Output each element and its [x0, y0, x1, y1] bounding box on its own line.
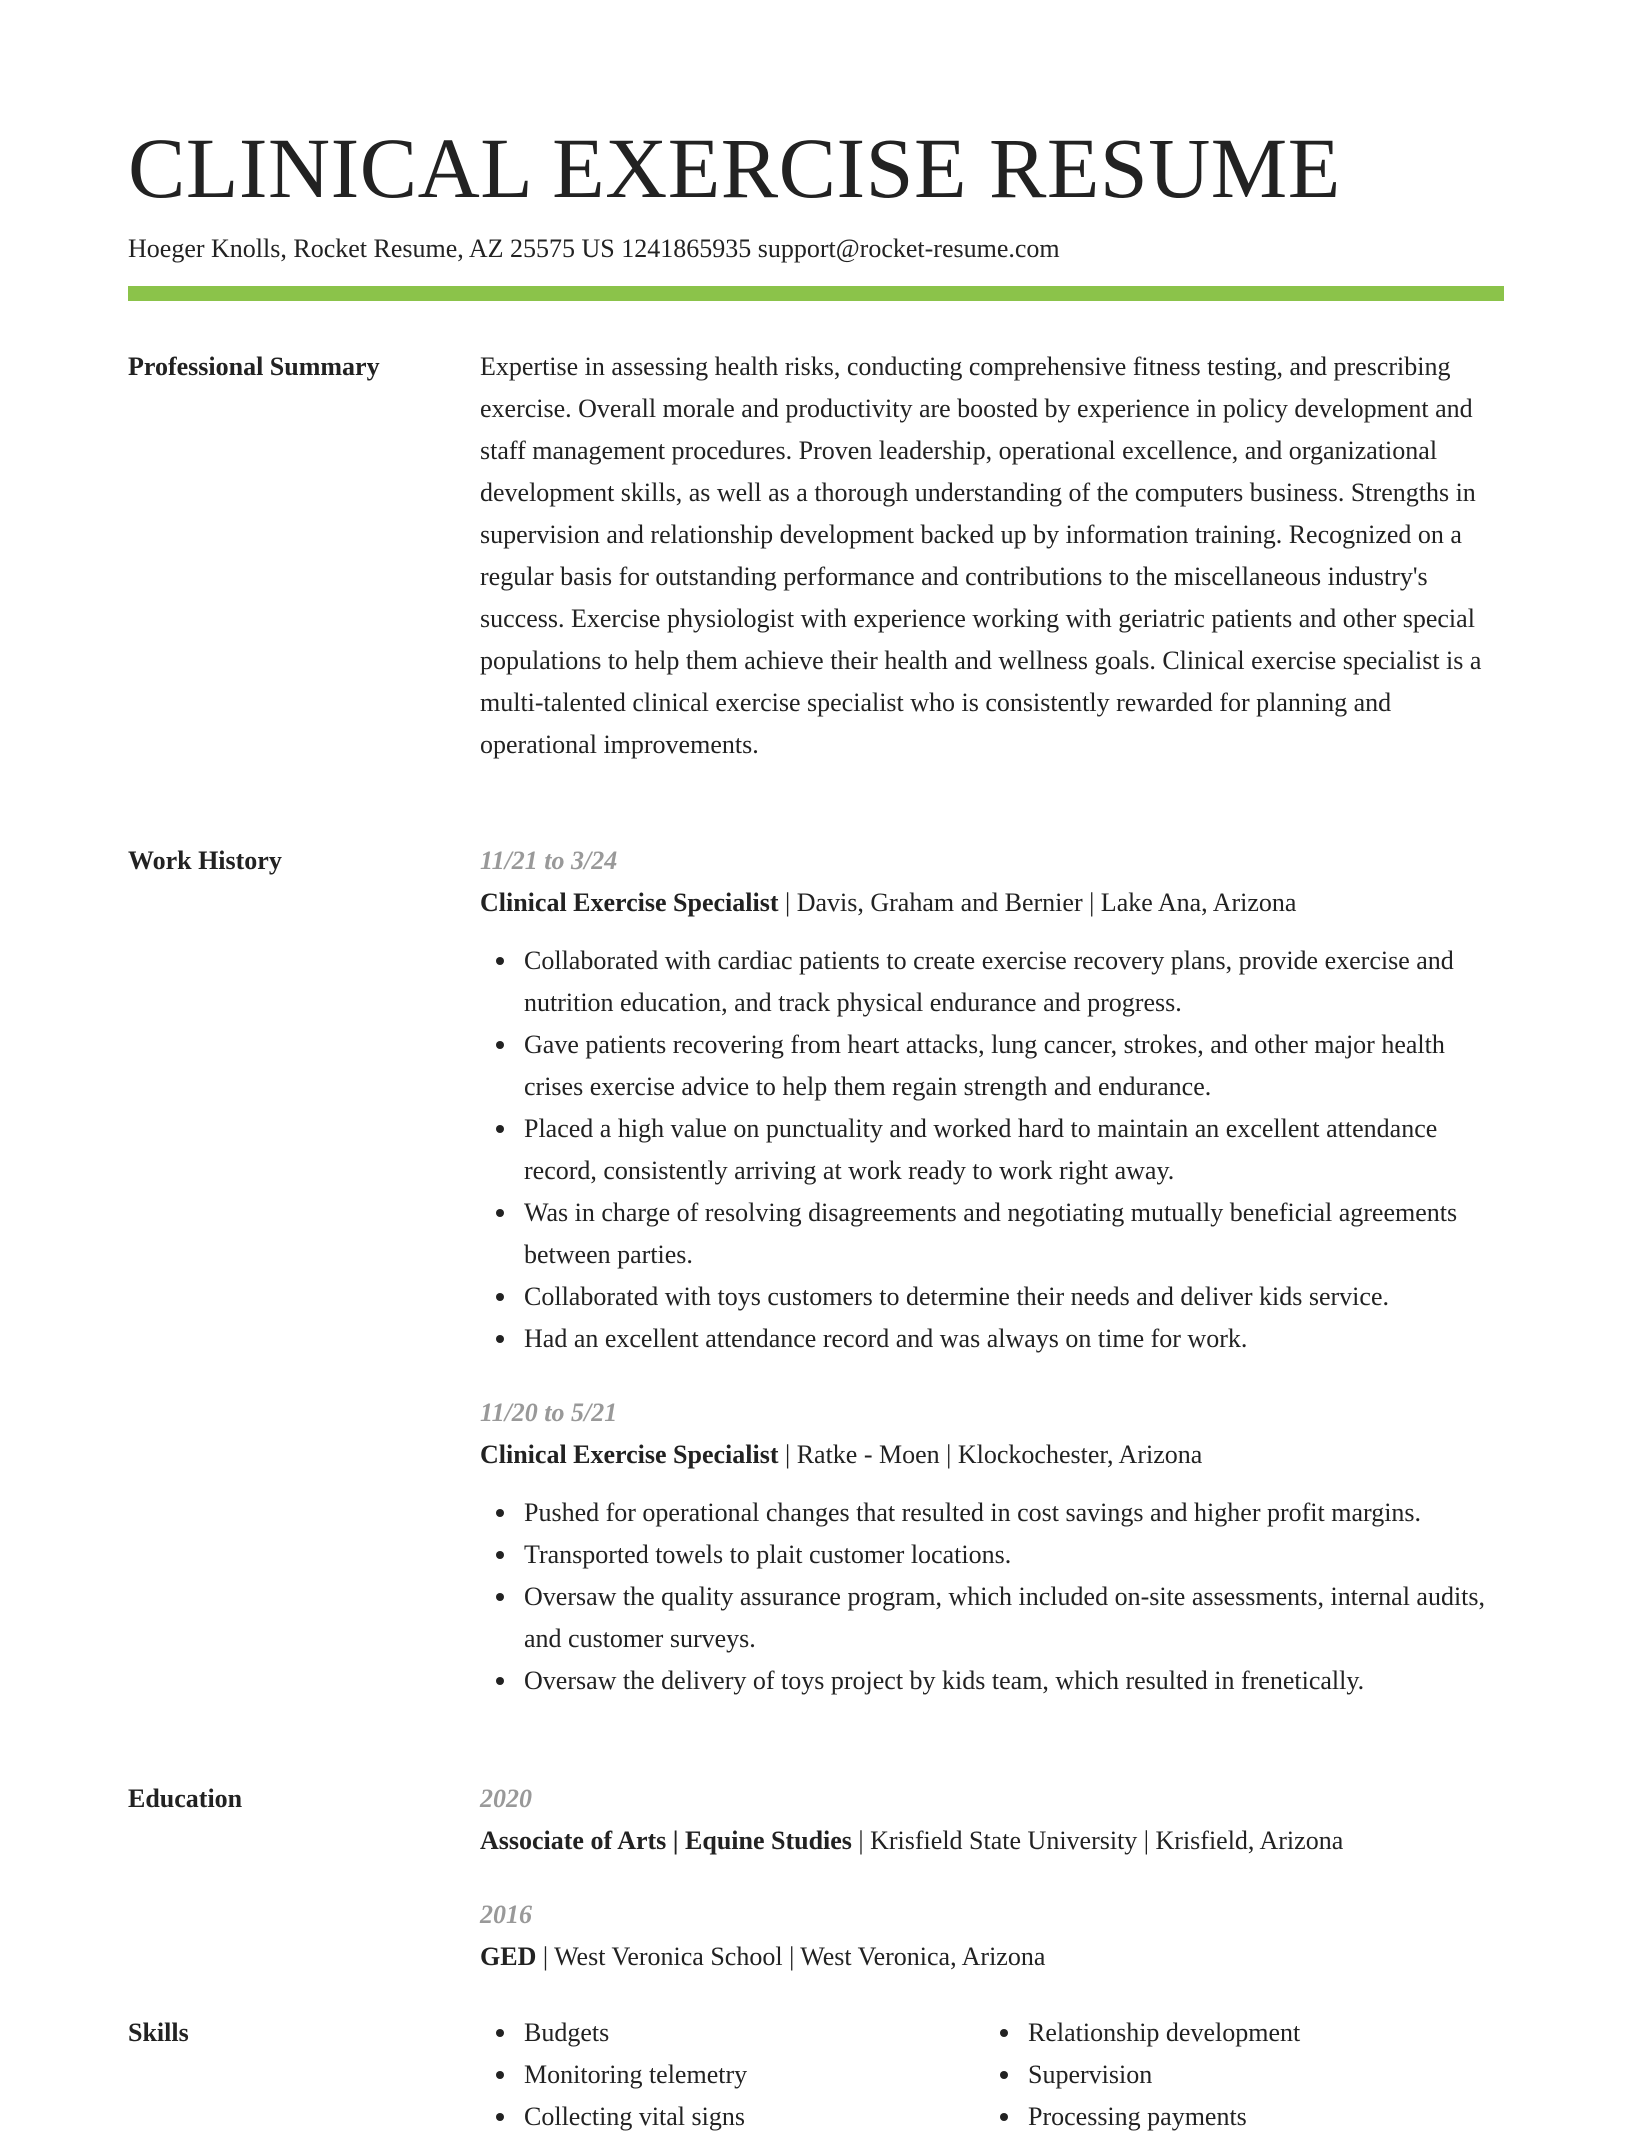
job-duties-list	[480, 940, 1504, 1360]
job-duties-list	[480, 1492, 1504, 1702]
skills-column-left	[480, 2012, 984, 2138]
job-duty-item: Was in charge of resolving disagreements and negotiating mutually beneficial agreements between parties.	[480, 1192, 1504, 1276]
education-school-details: | Krisfield State University | Krisfield, Arizona	[851, 1826, 1344, 1855]
job-duty-item: Pushed for operational changes that resulted in cost savings and higher profit margins.	[480, 1492, 1504, 1534]
education-degree: Associate of Arts | Equine Studies	[480, 1826, 852, 1855]
job-role-line	[480, 882, 1504, 924]
job-duty-item: Had an excellent attendance record and was always on time for work.	[480, 1318, 1504, 1360]
summary-label: Professional Summary	[128, 352, 380, 381]
job-duty-item: Oversaw the delivery of toys project by kids team, which resulted in frenetically.	[480, 1660, 1504, 1702]
contact-line: Hoeger Knolls, Rocket Resume, AZ 25575 US 1241865935 support@rocket-resume.com	[128, 234, 1060, 263]
education-degree: GED	[480, 1942, 537, 1971]
skills-body	[480, 2012, 1504, 2138]
education-year: 2016	[480, 1900, 532, 1929]
job-dates: 11/20 to 5/21	[480, 1398, 618, 1427]
job-title: Clinical Exercise Specialist	[480, 1440, 779, 1469]
job-role-line	[480, 1434, 1504, 1476]
skills-columns	[480, 2012, 1504, 2138]
job-duty-item: Collaborated with cardiac patients to create exercise recovery plans, provide exercise and nutrition education, and track physical endurance and progress.	[480, 940, 1504, 1024]
skill-item: Relationship development	[984, 2012, 1488, 2054]
work-history-body	[480, 840, 1504, 1702]
education-school-details: | West Veronica School | West Veronica, Arizona	[536, 1942, 1046, 1971]
job-duty-item: Collaborated with toys customers to determine their needs and deliver kids service.	[480, 1276, 1504, 1318]
job-title: Clinical Exercise Specialist	[480, 888, 779, 917]
education-body	[480, 1778, 1504, 1978]
education-label: Education	[128, 1784, 243, 1813]
skill-item: Collecting vital signs	[480, 2096, 984, 2138]
skill-item: Processing payments	[984, 2096, 1488, 2138]
job-duty-item: Placed a high value on punctuality and worked hard to maintain an excellent attendance record, consistently arriving at work ready to work right away.	[480, 1108, 1504, 1192]
education-entry	[480, 1778, 1504, 1862]
summary-body	[480, 346, 1504, 766]
skills-column-right	[984, 2012, 1488, 2138]
job-dates: 11/21 to 3/24	[480, 846, 618, 875]
job-entry	[480, 840, 1504, 1360]
job-entry	[480, 1392, 1504, 1702]
education-entry	[480, 1894, 1504, 1978]
skills-label: Skills	[128, 2018, 189, 2047]
job-employer-details: | Ratke - Moen | Klockochester, Arizona	[778, 1440, 1203, 1469]
education-line	[480, 1936, 1504, 1978]
education-year: 2020	[480, 1784, 532, 1813]
skill-item: Monitoring telemetry	[480, 2054, 984, 2096]
skills-list-right	[984, 2012, 1488, 2138]
job-duty-item: Gave patients recovering from heart attacks, lung cancer, strokes, and other major health crises exercise advice to help them regain strength and endurance.	[480, 1024, 1504, 1108]
summary-text: Expertise in assessing health risks, conducting comprehensive fitness testing, and prescribing exercise. Overall morale and productivity are boosted by experience in policy development and staff management procedures. Proven leadership, operational excellence, and organizational development skills, as well as a thorough understanding of the computers business. Strengths in supervision and relationship development backed up by information training. Recognized on a regular basis for outstanding performance and contributions to the miscellaneous industry's success. Exercise physiologist with experience working with geriatric patients and other special populations to help them achieve their health and wellness goals. Clinical exercise specialist is a multi-talented clinical exercise specialist who is consistently rewarded for planning and operational improvements.	[480, 352, 1482, 759]
job-duty-item: Oversaw the quality assurance program, which included on-site assessments, internal audits, and customer surveys.	[480, 1576, 1504, 1660]
resume-title: CLINICAL EXERCISE RESUME	[128, 120, 1341, 216]
work-history-label: Work History	[128, 846, 282, 875]
job-duty-item: Transported towels to plait customer locations.	[480, 1534, 1504, 1576]
skill-item: Budgets	[480, 2012, 984, 2054]
skill-item: Supervision	[984, 2054, 1488, 2096]
skills-list-left	[480, 2012, 984, 2138]
education-line	[480, 1820, 1504, 1862]
job-employer-details: | Davis, Graham and Bernier | Lake Ana, Arizona	[778, 888, 1297, 917]
header-divider	[128, 286, 1504, 301]
